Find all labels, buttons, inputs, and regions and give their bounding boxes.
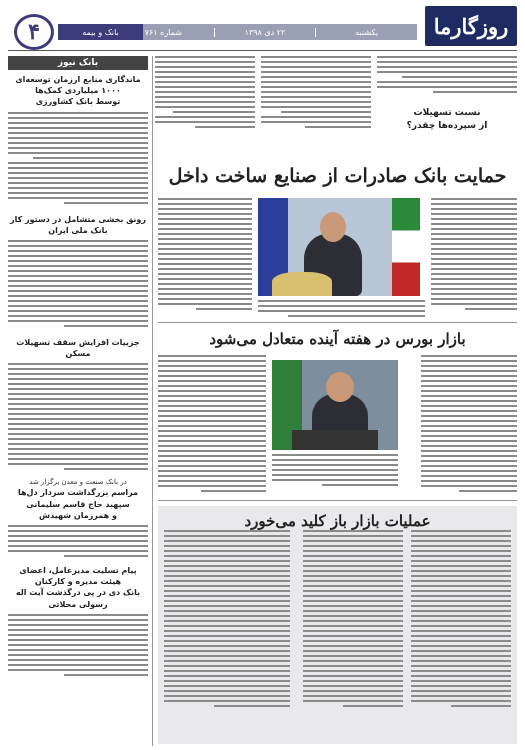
header-divider xyxy=(8,50,517,51)
second-left-text xyxy=(158,355,266,492)
banknews-label: بانک نیوز xyxy=(8,56,148,70)
main-photo xyxy=(258,198,420,296)
masthead-logo: روزگارما xyxy=(425,6,517,46)
left-item2-title: رونق بخشی متشامل در دستور کار بانک ملی ایران xyxy=(9,214,146,235)
left-item1-title: ماندگاری منابع ارزمان توسعه‌ای ۱۰۰۰ میلیاردی کمک‌ها xyxy=(15,75,141,96)
box-title-1: نسبت تسهیلات xyxy=(413,108,481,118)
left-column xyxy=(8,56,148,676)
section-label: بانک و بیمه xyxy=(58,24,143,40)
section-divider-1 xyxy=(158,322,517,323)
left-item5-sub: بانک دی در پی درگذشت آیت اله رسولی محلاتی xyxy=(15,588,141,609)
main-left-text xyxy=(158,198,252,310)
left-item1-sub: توسط بانک کشاورزی xyxy=(35,97,121,107)
page-number: ۴ xyxy=(14,14,54,50)
third-col-3 xyxy=(164,530,290,707)
main-right-text xyxy=(431,198,517,310)
main-story xyxy=(158,165,517,187)
left-item3-title: جزییات افزایش سقف تسهیلات مسکن xyxy=(16,337,140,359)
third-col-1 xyxy=(411,530,511,707)
second-photo xyxy=(272,360,398,450)
top-middle-text xyxy=(261,56,371,128)
third-col-2 xyxy=(303,530,403,707)
second-story xyxy=(158,330,517,348)
main-headline: حمایت بانک صادرات از صنایع ساخت داخل xyxy=(168,165,507,187)
left-item5-title: پیام تسلیت مدیرعامل، اعضای هیئت مدیره و کارکنان xyxy=(19,565,137,587)
main-caption-text xyxy=(258,300,425,317)
flowers xyxy=(272,272,332,296)
left-item4-title: مراسم بزرگداشت سردار دل‌ها سپهبد حاج قاسم سلیمانی xyxy=(18,488,138,509)
left-item3-text xyxy=(8,363,148,470)
section-divider-2 xyxy=(158,500,517,501)
top-left-text xyxy=(155,56,255,128)
left-item4-pre: در بانک صنعت و معدن برگزار شد xyxy=(29,478,127,487)
second-right-text xyxy=(421,355,517,492)
intro-text xyxy=(377,56,517,93)
left-item2-text xyxy=(8,240,148,327)
box-title-2: از سپرده‌ها چقدر؟ xyxy=(406,120,488,131)
date-bar xyxy=(113,24,417,40)
third-headline: عملیات بازار باز کلید می‌خورد xyxy=(244,512,431,530)
issue-label: شماره ۷۶۱ xyxy=(144,27,182,37)
microphones xyxy=(292,430,378,450)
left-item1-text xyxy=(8,112,148,204)
column-divider xyxy=(152,56,153,746)
left-item4-sub: و همرزمان شهیدش xyxy=(39,510,117,520)
second-headline: بازار بورس در هفته آینده متعادل می‌شود xyxy=(209,330,466,348)
left-item4-text xyxy=(8,525,148,557)
day-label: یکشنبه xyxy=(315,28,417,37)
date-label: ۲۲ دی ۱۳۹۸ xyxy=(214,28,316,37)
top-right-block xyxy=(377,56,517,132)
second-below-photo-text xyxy=(272,454,398,486)
left-item5-text xyxy=(8,614,148,676)
